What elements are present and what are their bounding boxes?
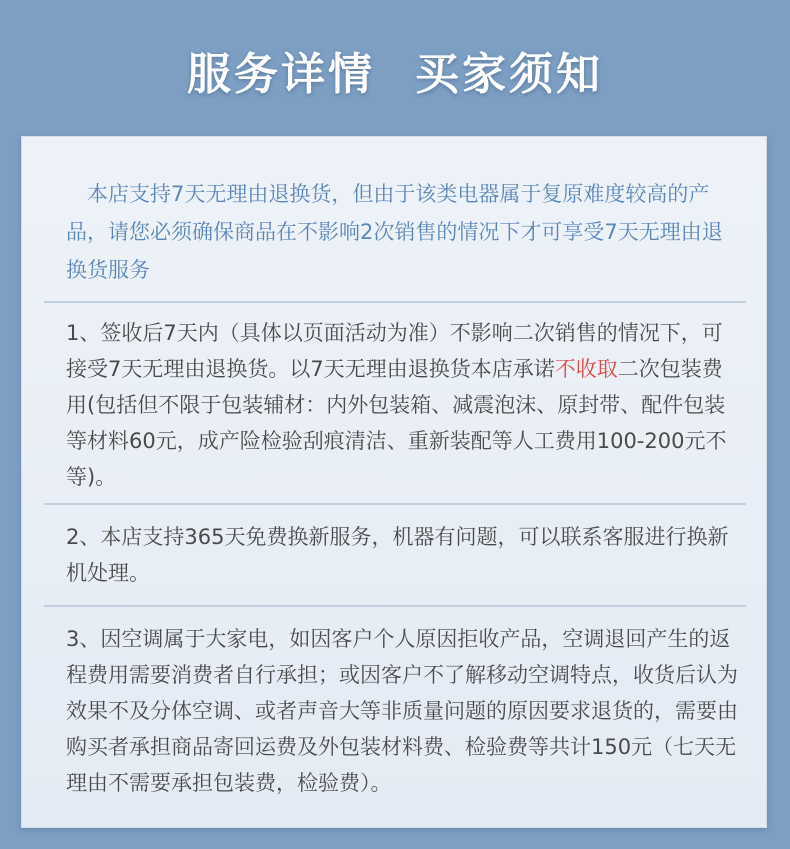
divider [44,503,746,505]
intro-paragraph [66,175,736,289]
page-title [0,38,790,102]
intro-text: 本店支持7天无理由退换货，但由于该类电器属于复原难度较高的产品，请您必须确保商品在不影响2次销售的情况下才可享受7天无理由退换货服务 [66,182,723,282]
notice-item-1 [66,315,740,495]
service-details-title: 服务详情 [187,49,375,100]
item-2-text: 2、本店支持365天免费换新服务，机器有问题，可以联系客服进行换新机处理。 [66,525,729,585]
notice-item-2 [66,519,740,591]
item-1-highlight: 不收取 [554,357,618,381]
divider [44,301,746,303]
item-3-text: 3、因空调属于大家电，如因客户个人原因拒收产品，空调退回产生的返程费用需要消费者自行承担；或因客户不了解移动空调特点，收货后认为效果不及分体空调、或者声音大等非质量问题的原因要求退货的，需要由购买者承担商品寄回运费及外包装材料费、检验费等共计150元（七天无理由不需要承担包装费，检验费）。 [66,627,738,795]
item-1-text-before: 1、签收后7天内（具体以页面活动为准）不影响二次销售的情况下，可接受7天无理由退换货。以7天无理由退换货本店承诺 [66,321,723,381]
notice-item-3 [66,621,740,801]
item-1-text-after: 二次包装费用(包括但不限于包装辅材：内外包装箱、减震泡沫、原封带、配件包装等材料60元，成产险检验刮痕清洁、重新装配等人工费用100-200元不等)。 [66,357,727,489]
buyer-notice-title: 买家须知 [415,49,603,100]
notice-card [21,136,767,828]
divider [44,605,746,607]
